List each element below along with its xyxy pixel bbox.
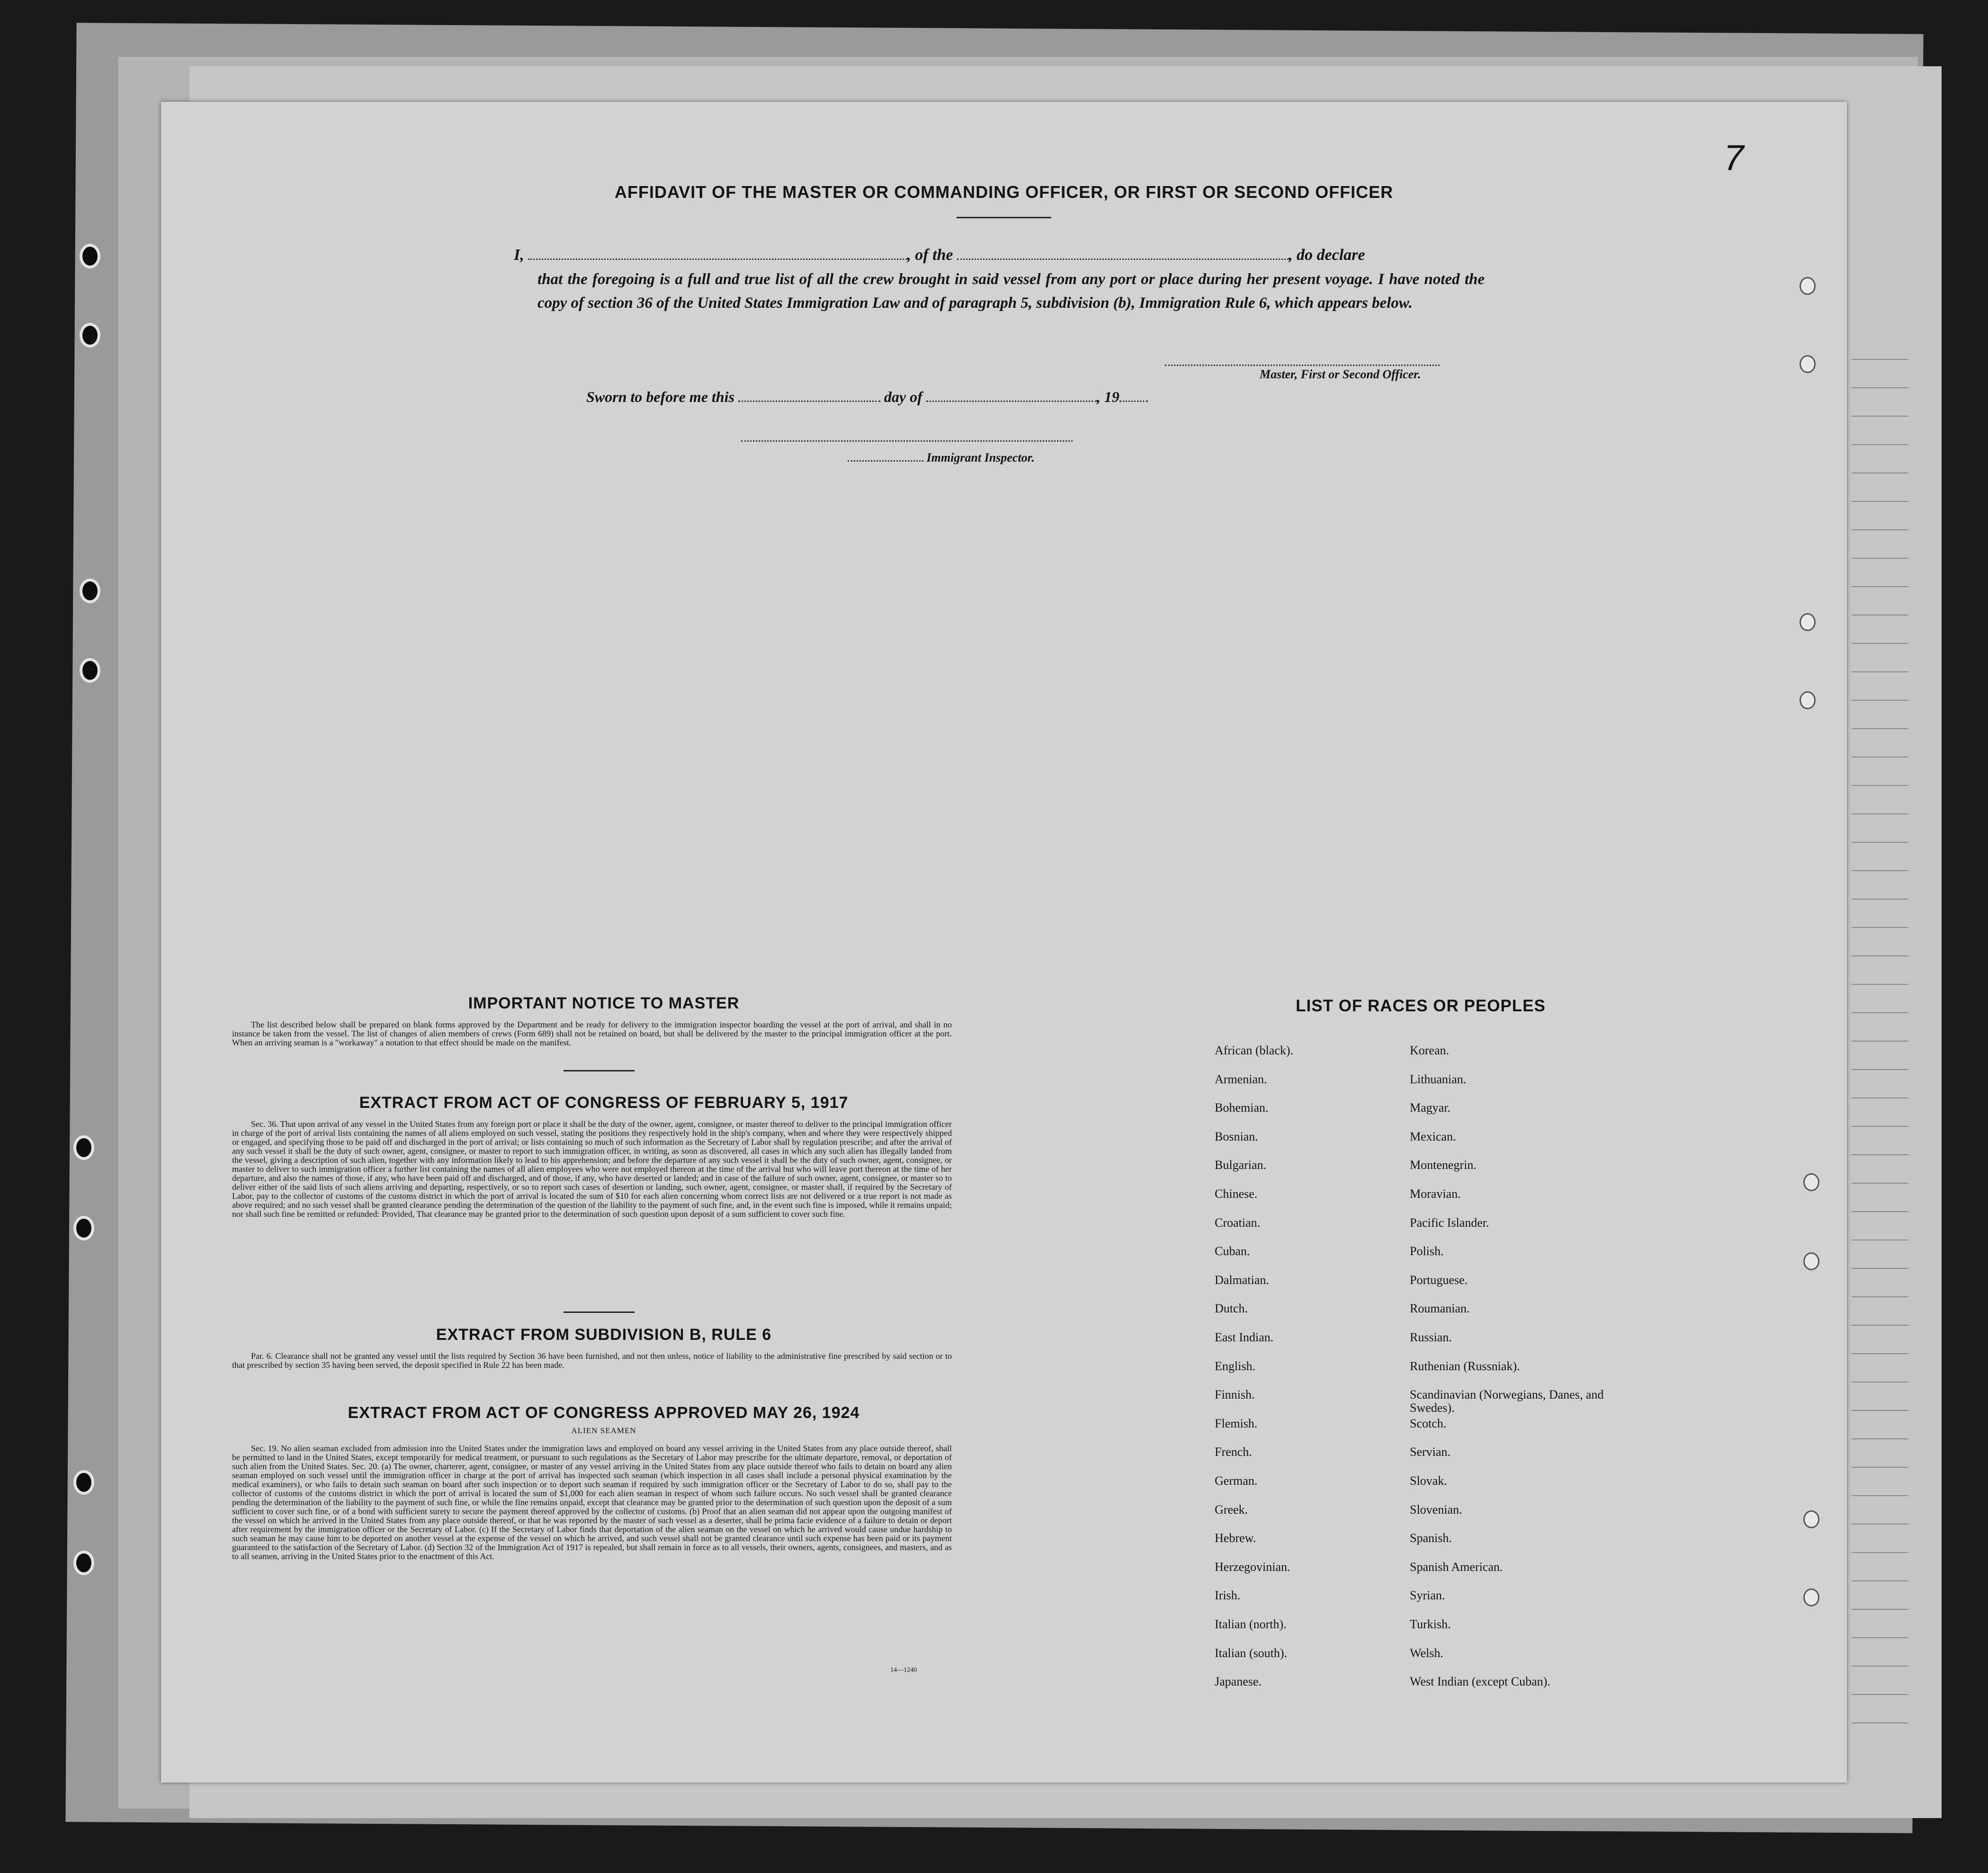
declaration-i: I,: [514, 246, 524, 264]
race-item: Bosnian.: [1215, 1129, 1258, 1143]
master-signature-label: Master, First or Second Officer.: [1260, 367, 1421, 381]
affidavit-body: that the foregoing is a full and true list of all the crew brought in said vessel from any port or place during her present voyage. I have noted the copy of section 36 of the United States Immigration Law and of paragraph 5, subdivision (b), Immigration Rule 6, which appears below.: [537, 271, 1485, 312]
sworn-day-of: day of: [884, 388, 922, 405]
punch-hole-icon: [1803, 1588, 1819, 1606]
race-item: Montenegrin.: [1410, 1158, 1477, 1172]
punch-hole-icon: [80, 244, 100, 268]
race-item: Lithuanian.: [1410, 1072, 1467, 1086]
inspector-signature-field[interactable]: [741, 440, 1073, 442]
punch-hole-icon: [73, 1470, 94, 1495]
punch-hole-icon: [80, 579, 100, 603]
declaration-of-the: , of the: [907, 246, 953, 264]
sworn-month-field[interactable]: [926, 401, 1097, 402]
affidavit-declaration-line: [514, 246, 1365, 264]
sworn-label: Sworn to before me this: [586, 388, 734, 405]
underlying-ruled-columns: [1852, 331, 1908, 1728]
race-item: African (black).: [1215, 1044, 1294, 1057]
race-item: French.: [1215, 1445, 1252, 1459]
extract-1917-text: Sec. 36. That upon arrival of any vessel in the United States from any foreign port or place it shall be the duty of the owner, agent, consignee, or master thereof to deliver to the principal immigration officer in charge of the port of arrival lists containing the names of all aliens employed on such vessel, stating the positions they respectively hold in the ship's company, when and where they were respectively shipped or engaged, and specifying those to be paid off and discharged in the port of arrival; or lists containing so much of such information as the Secretary of Labor shall by regulation prescribe; and after the arrival of any such vessel it shall be the duty of such owner, agent, consignee, or master to report to such immigration officer, in writing, as soon as discovered, all cases in which any such alien has illegally landed from the vessel, giving a description of such alien, together with any information likely to lead to his apprehension; and before the departure of any such vessel it shall be the duty of such owner, agent, consignee, or master to deliver to such immigration officer a further list containing the names of all alien employees who were not employed thereon at the time of the arrival but who will leave port thereon at the time of her departure, and also the names of those, if any, who have been paid off and discharged, and of those, if any, who have deserted or landed; and in case of the failure of such owner, agent, consignee, or master so to deliver either of the said lists of such aliens arriving and departing, respectively, or so to report such cases of desertion or landing, such owner, agent, consignee, or master shall, if required by the Secretary of Labor, pay to the collector of customs of the customs district in which the port of arrival is located the sum of $10 for each alien concerning whom correct lists are not delivered or a true report is not made as above required; and no such vessel shall be granted clearance pending the determination of the question of the liability to the payment of such fine, and, in the event such fine is imposed, while it remains unpaid; nor shall such fine be remitted or refunded: Provided, That clearance may be granted prior to the determination of such question upon deposit of a sum sufficient to cover such fine.: [232, 1119, 952, 1219]
race-item: Russian.: [1410, 1330, 1452, 1344]
section-separator: [564, 1311, 635, 1313]
race-item: Irish.: [1215, 1588, 1241, 1603]
race-item: Slovenian.: [1410, 1502, 1462, 1516]
punch-hole-icon: [1800, 691, 1816, 709]
master-signature-field[interactable]: [1165, 365, 1440, 366]
inspector-label: [848, 451, 1035, 465]
race-item: Pacific Islander.: [1410, 1215, 1489, 1230]
race-item: Dalmatian.: [1215, 1273, 1269, 1287]
sworn-year-label: , 19: [1096, 388, 1119, 405]
race-item: Italian (south).: [1215, 1646, 1288, 1660]
section-separator: [564, 1070, 635, 1071]
race-item: German.: [1215, 1474, 1258, 1488]
race-item: Welsh.: [1410, 1646, 1443, 1660]
race-item: Hebrew.: [1215, 1531, 1256, 1545]
extract-1924-title: EXTRACT FROM ACT OF CONGRESS APPROVED MAY 26, 1924: [348, 1404, 860, 1422]
race-item: Chinese.: [1215, 1187, 1258, 1201]
punch-hole-icon: [80, 658, 100, 683]
race-item: Roumanian.: [1410, 1302, 1470, 1316]
officer-name-field[interactable]: [528, 259, 907, 260]
extract-1924-subtitle: ALIEN SEAMEN: [571, 1426, 636, 1435]
sworn-line: [586, 388, 1148, 406]
race-item: Croatian.: [1215, 1215, 1261, 1230]
punch-hole-icon: [1803, 1510, 1819, 1528]
race-item: Cuban.: [1215, 1244, 1250, 1258]
notice-text: The list described below shall be prepared on blank forms approved by the Department and be ready for delivery to the immigration inspector boarding the vessel at the port of arrival, and shall in no instance be taken from the vessel. The list of changes of alien members of crews (Form 689) shall not be retained on board, but shall be delivered by the master to the principal immigration officer at the port. When an arriving seaman is a "workaway" a notation to that effect should be made on the manifest.: [232, 1020, 952, 1047]
race-item: English.: [1215, 1359, 1255, 1373]
race-item: Korean.: [1410, 1044, 1450, 1057]
race-item: Scotch.: [1410, 1416, 1447, 1430]
race-item: Flemish.: [1215, 1416, 1258, 1430]
inspector-dots: [848, 460, 923, 462]
race-item: Armenian.: [1215, 1072, 1267, 1086]
race-item: Japanese.: [1215, 1675, 1262, 1689]
punch-hole-icon: [80, 323, 100, 348]
punch-hole-icon: [1800, 355, 1816, 373]
race-item: Bulgarian.: [1215, 1158, 1267, 1172]
vessel-name-field[interactable]: [957, 259, 1289, 260]
extract-1917-title: EXTRACT FROM ACT OF CONGRESS OF FEBRUARY 5, 1917: [359, 1094, 849, 1112]
race-item: Dutch.: [1215, 1302, 1248, 1316]
race-item: Slovak.: [1410, 1474, 1447, 1488]
extract-rule6-title: EXTRACT FROM SUBDIVISION B, RULE 6: [436, 1326, 772, 1344]
affidavit-title: AFFIDAVIT OF THE MASTER OR COMMANDING OFFICER, OR FIRST OR SECOND OFFICER: [614, 182, 1394, 202]
race-item: Italian (north).: [1215, 1617, 1287, 1631]
race-item: Turkish.: [1410, 1617, 1451, 1631]
race-item: Spanish.: [1410, 1531, 1452, 1545]
extract-1924-text: Sec. 19. No alien seaman excluded from admission into the United States under the immigration laws and employed on board any vessel arriving in the United States from any place outside thereof, shall be permitted to land in the United States, except temporarily for medical treatment, or pursuant to such regulations as the Secretary of Labor may prescribe for the ultimate departure, removal, or deportation of such alien from the United States. Sec. 20. (a) The owner, charterer, agent, consignee, or master of any vessel arriving in the United States from any place outside thereof who fails to detain on board any alien seaman employed on such vessel until the immigration officer in charge at the port of arrival has inspected such seaman (which inspection in all cases shall include a personal physical examination by the medical examiners), or who fails to detain such seaman on board after such inspection or to deport such seaman if required by such immigration officer or the Secretary of Labor to do so, shall pay to the collector of customs of the customs district in which the port of arrival is located the sum of $1,000 for each alien seaman in respect of whom such failure occurs. No such vessel shall be granted clearance pending the determination of the liability to the payment of such fine, or while the fine remains unpaid, except that clearance may be granted prior to the determination of such question upon the deposit of a sum sufficient to cover such fine, or of a bond with sufficient surety to secure the payment thereof approved by the collector of customs. (b) Proof that an alien seaman did not appear upon the outgoing manifest of the vessel on which he arrived in the United States from any place outside thereof, or that he was reported by the master of such vessel as a deserter, shall be prima facie evidence of a failure to detain or deport after requirement by the immigration officer or the Secretary of Labor. (c) If the Secretary of Labor finds that deportation of the alien seaman on the vessel on which he arrived would cause undue hardship to such seaman he may cause him to be deported on another vessel at the expense of the vessel on which he arrived, and such vessel shall not be granted clearance until such expense has been paid or its payment guaranteed to the satisfaction of the Secretary of Labor. (d) Section 32 of the Immigration Act of 1917 is repealed, but shall remain in force as to all vessels, their owners, agents, consignees, and masters, and as to all seamen, arriving in the United States prior to the enactment of this Act.: [232, 1444, 952, 1561]
race-item: Syrian.: [1410, 1588, 1445, 1603]
race-item: Portuguese.: [1410, 1273, 1468, 1287]
punch-hole-icon: [73, 1216, 94, 1240]
punch-hole-icon: [1803, 1252, 1819, 1270]
punch-hole-icon: [1800, 277, 1816, 295]
punch-hole-icon: [73, 1551, 94, 1575]
race-item: East Indian.: [1215, 1330, 1274, 1344]
declaration-do-declare: , do declare: [1289, 246, 1365, 264]
title-underline: [957, 217, 1051, 218]
race-item: Ruthenian (Russniak).: [1410, 1359, 1520, 1373]
punch-hole-icon: [73, 1135, 94, 1160]
race-item: Servian.: [1410, 1445, 1451, 1459]
extract-rule6-text: Par. 6. Clearance shall not be granted any vessel until the lists required by Section 36 have been furnished, and not then unless, notice of liability to the administrative fine prescribed by said section or to that prescribed by section 35 having been served, the deposit specified in Rule 22 has been made.: [232, 1351, 952, 1370]
sworn-day-field[interactable]: [738, 401, 880, 402]
race-item: Scandinavian (Norwegians, Danes, and Swedes).: [1410, 1388, 1604, 1415]
race-item: Finnish.: [1215, 1388, 1255, 1402]
notice-title: IMPORTANT NOTICE TO MASTER: [468, 994, 740, 1012]
race-item: West Indian (except Cuban).: [1410, 1675, 1550, 1689]
race-item: Greek.: [1215, 1502, 1248, 1516]
punch-hole-icon: [1800, 613, 1816, 631]
punch-hole-icon: [1803, 1173, 1819, 1191]
race-item: Bohemian.: [1215, 1101, 1269, 1115]
race-item: Spanish American.: [1410, 1560, 1503, 1574]
race-item: Herzegovinian.: [1215, 1560, 1290, 1574]
inspector-label-text: Immigrant Inspector.: [926, 451, 1035, 464]
page-number: 7: [1724, 138, 1744, 178]
race-item: Mexican.: [1410, 1129, 1456, 1143]
race-item: Polish.: [1410, 1244, 1444, 1258]
races-title: LIST OF RACES OR PEOPLES: [1296, 997, 1546, 1015]
race-item: Magyar.: [1410, 1101, 1451, 1115]
sworn-year-field[interactable]: [1119, 401, 1148, 402]
form-code: 14—1240: [890, 1667, 917, 1674]
race-item: Moravian.: [1410, 1187, 1461, 1201]
